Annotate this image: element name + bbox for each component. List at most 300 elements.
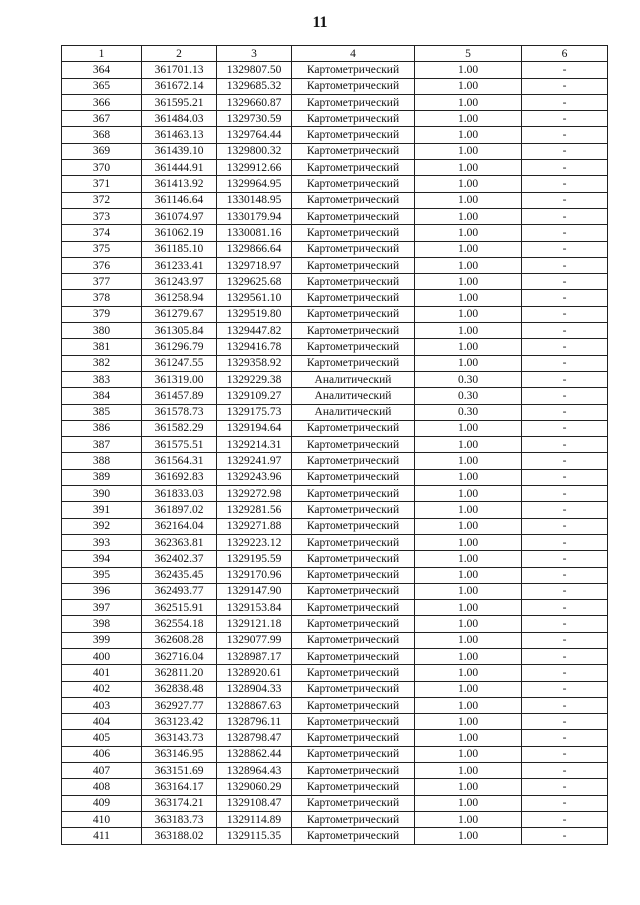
accuracy-cell: 1.00	[415, 306, 522, 322]
x-coordinate-cell: 363183.73	[142, 811, 217, 827]
y-coordinate-cell: 1329229.38	[217, 371, 292, 387]
y-coordinate-cell: 1329077.99	[217, 632, 292, 648]
point-number-cell: 406	[62, 746, 142, 762]
x-coordinate-cell: 363164.17	[142, 779, 217, 795]
method-cell: Картометрический	[292, 714, 415, 730]
y-coordinate-cell: 1329147.90	[217, 583, 292, 599]
point-number-cell: 395	[62, 567, 142, 583]
x-coordinate-cell: 362493.77	[142, 583, 217, 599]
method-cell: Картометрический	[292, 469, 415, 485]
method-cell: Картометрический	[292, 274, 415, 290]
point-number-cell: 367	[62, 111, 142, 127]
note-cell: -	[522, 486, 608, 502]
note-cell: -	[522, 648, 608, 664]
method-cell: Картометрический	[292, 420, 415, 436]
x-coordinate-cell: 361672.14	[142, 78, 217, 94]
accuracy-cell: 1.00	[415, 779, 522, 795]
table-row	[62, 681, 608, 697]
y-coordinate-cell: 1328862.44	[217, 746, 292, 762]
point-number-cell: 372	[62, 192, 142, 208]
table-row	[62, 94, 608, 110]
point-number-cell: 405	[62, 730, 142, 746]
point-number-cell: 407	[62, 763, 142, 779]
table-row	[62, 62, 608, 78]
note-cell: -	[522, 665, 608, 681]
x-coordinate-cell: 362515.91	[142, 600, 217, 616]
x-coordinate-cell: 361578.73	[142, 404, 217, 420]
method-cell: Картометрический	[292, 551, 415, 567]
x-coordinate-cell: 363174.21	[142, 795, 217, 811]
table-row	[62, 355, 608, 371]
x-coordinate-cell: 361564.31	[142, 453, 217, 469]
note-cell: -	[522, 632, 608, 648]
method-cell: Картометрический	[292, 192, 415, 208]
x-coordinate-cell: 361692.83	[142, 469, 217, 485]
table-row	[62, 486, 608, 502]
point-number-cell: 394	[62, 551, 142, 567]
accuracy-cell: 1.00	[415, 274, 522, 290]
method-cell: Картометрический	[292, 437, 415, 453]
point-number-cell: 373	[62, 208, 142, 224]
table-row	[62, 127, 608, 143]
x-coordinate-cell: 361439.10	[142, 143, 217, 159]
point-number-cell: 403	[62, 697, 142, 713]
table-row	[62, 453, 608, 469]
accuracy-cell: 1.00	[415, 583, 522, 599]
y-coordinate-cell: 1329447.82	[217, 323, 292, 339]
x-coordinate-cell: 361484.03	[142, 111, 217, 127]
y-coordinate-cell: 1329060.29	[217, 779, 292, 795]
accuracy-cell: 1.00	[415, 420, 522, 436]
y-coordinate-cell: 1329272.98	[217, 486, 292, 502]
accuracy-cell: 1.00	[415, 437, 522, 453]
accuracy-cell: 1.00	[415, 730, 522, 746]
point-number-cell: 401	[62, 665, 142, 681]
method-cell: Аналитический	[292, 404, 415, 420]
y-coordinate-cell: 1329243.96	[217, 469, 292, 485]
x-coordinate-cell: 361258.94	[142, 290, 217, 306]
note-cell: -	[522, 111, 608, 127]
y-coordinate-cell: 1329223.12	[217, 534, 292, 550]
y-coordinate-cell: 1329194.64	[217, 420, 292, 436]
table-row	[62, 534, 608, 550]
y-coordinate-cell: 1329153.84	[217, 600, 292, 616]
point-number-cell: 368	[62, 127, 142, 143]
x-coordinate-cell: 362554.18	[142, 616, 217, 632]
y-coordinate-cell: 1328798.47	[217, 730, 292, 746]
y-coordinate-cell: 1329271.88	[217, 518, 292, 534]
method-cell: Картометрический	[292, 355, 415, 371]
table-row	[62, 600, 608, 616]
method-cell: Картометрический	[292, 583, 415, 599]
point-number-cell: 396	[62, 583, 142, 599]
table-row	[62, 388, 608, 404]
y-coordinate-cell: 1329685.32	[217, 78, 292, 94]
accuracy-cell: 1.00	[415, 469, 522, 485]
accuracy-cell: 1.00	[415, 714, 522, 730]
point-number-cell: 383	[62, 371, 142, 387]
page-number: 11	[312, 14, 328, 31]
accuracy-cell: 1.00	[415, 828, 522, 844]
accuracy-cell: 1.00	[415, 795, 522, 811]
point-number-cell: 404	[62, 714, 142, 730]
x-coordinate-cell: 363143.73	[142, 730, 217, 746]
y-coordinate-cell: 1329115.35	[217, 828, 292, 844]
column-header: 2	[142, 46, 217, 62]
x-coordinate-cell: 362363.81	[142, 534, 217, 550]
method-cell: Картометрический	[292, 567, 415, 583]
y-coordinate-cell: 1329625.68	[217, 274, 292, 290]
accuracy-cell: 1.00	[415, 600, 522, 616]
note-cell: -	[522, 225, 608, 241]
note-cell: -	[522, 437, 608, 453]
point-number-cell: 365	[62, 78, 142, 94]
x-coordinate-cell: 361582.29	[142, 420, 217, 436]
method-cell: Картометрический	[292, 257, 415, 273]
column-header: 4	[292, 46, 415, 62]
accuracy-cell: 1.00	[415, 486, 522, 502]
y-coordinate-cell: 1328904.33	[217, 681, 292, 697]
table-row	[62, 828, 608, 844]
y-coordinate-cell: 1329718.97	[217, 257, 292, 273]
method-cell: Картометрический	[292, 78, 415, 94]
method-cell: Картометрический	[292, 795, 415, 811]
y-coordinate-cell: 1328867.63	[217, 697, 292, 713]
point-number-cell: 389	[62, 469, 142, 485]
note-cell: -	[522, 795, 608, 811]
note-cell: -	[522, 388, 608, 404]
note-cell: -	[522, 339, 608, 355]
x-coordinate-cell: 362608.28	[142, 632, 217, 648]
x-coordinate-cell: 361247.55	[142, 355, 217, 371]
x-coordinate-cell: 361185.10	[142, 241, 217, 257]
note-cell: -	[522, 811, 608, 827]
accuracy-cell: 1.00	[415, 62, 522, 78]
point-number-cell: 378	[62, 290, 142, 306]
accuracy-cell: 1.00	[415, 225, 522, 241]
y-coordinate-cell: 1329109.27	[217, 388, 292, 404]
method-cell: Картометрический	[292, 62, 415, 78]
point-number-cell: 381	[62, 339, 142, 355]
table-row	[62, 502, 608, 518]
y-coordinate-cell: 1329764.44	[217, 127, 292, 143]
method-cell: Картометрический	[292, 779, 415, 795]
method-cell: Картометрический	[292, 697, 415, 713]
accuracy-cell: 1.00	[415, 78, 522, 94]
y-coordinate-cell: 1329121.18	[217, 616, 292, 632]
x-coordinate-cell: 363188.02	[142, 828, 217, 844]
y-coordinate-cell: 1329214.31	[217, 437, 292, 453]
column-header: 3	[217, 46, 292, 62]
accuracy-cell: 1.00	[415, 453, 522, 469]
x-coordinate-cell: 361701.13	[142, 62, 217, 78]
point-number-cell: 391	[62, 502, 142, 518]
point-number-cell: 369	[62, 143, 142, 159]
method-cell: Картометрический	[292, 763, 415, 779]
accuracy-cell: 1.00	[415, 681, 522, 697]
method-cell: Картометрический	[292, 111, 415, 127]
table-row	[62, 763, 608, 779]
table-row	[62, 241, 608, 257]
accuracy-cell: 1.00	[415, 323, 522, 339]
accuracy-cell: 1.00	[415, 257, 522, 273]
note-cell: -	[522, 453, 608, 469]
y-coordinate-cell: 1329561.10	[217, 290, 292, 306]
point-number-cell: 376	[62, 257, 142, 273]
accuracy-cell: 1.00	[415, 176, 522, 192]
method-cell: Картометрический	[292, 176, 415, 192]
table-row	[62, 811, 608, 827]
note-cell: -	[522, 420, 608, 436]
table-row	[62, 746, 608, 762]
method-cell: Картометрический	[292, 828, 415, 844]
note-cell: -	[522, 94, 608, 110]
x-coordinate-cell: 361146.64	[142, 192, 217, 208]
x-coordinate-cell: 361444.91	[142, 160, 217, 176]
accuracy-cell: 1.00	[415, 355, 522, 371]
accuracy-cell: 0.30	[415, 388, 522, 404]
note-cell: -	[522, 600, 608, 616]
table-row	[62, 257, 608, 273]
method-cell: Аналитический	[292, 371, 415, 387]
note-cell: -	[522, 127, 608, 143]
method-cell: Картометрический	[292, 486, 415, 502]
method-cell: Картометрический	[292, 648, 415, 664]
accuracy-cell: 1.00	[415, 241, 522, 257]
x-coordinate-cell: 361463.13	[142, 127, 217, 143]
method-cell: Картометрический	[292, 339, 415, 355]
point-number-cell: 386	[62, 420, 142, 436]
point-number-cell: 402	[62, 681, 142, 697]
point-number-cell: 387	[62, 437, 142, 453]
x-coordinate-cell: 362402.37	[142, 551, 217, 567]
y-coordinate-cell: 1328920.61	[217, 665, 292, 681]
point-number-cell: 384	[62, 388, 142, 404]
x-coordinate-cell: 361457.89	[142, 388, 217, 404]
point-number-cell: 398	[62, 616, 142, 632]
accuracy-cell: 1.00	[415, 160, 522, 176]
point-number-cell: 400	[62, 648, 142, 664]
x-coordinate-cell: 362927.77	[142, 697, 217, 713]
point-number-cell: 370	[62, 160, 142, 176]
method-cell: Картометрический	[292, 225, 415, 241]
y-coordinate-cell: 1329416.78	[217, 339, 292, 355]
x-coordinate-cell: 362716.04	[142, 648, 217, 664]
column-header: 5	[415, 46, 522, 62]
x-coordinate-cell: 361413.92	[142, 176, 217, 192]
table-row	[62, 616, 608, 632]
method-cell: Аналитический	[292, 388, 415, 404]
table-row	[62, 583, 608, 599]
method-cell: Картометрический	[292, 241, 415, 257]
note-cell: -	[522, 779, 608, 795]
note-cell: -	[522, 176, 608, 192]
table-row	[62, 176, 608, 192]
point-number-cell: 392	[62, 518, 142, 534]
accuracy-cell: 1.00	[415, 94, 522, 110]
y-coordinate-cell: 1329730.59	[217, 111, 292, 127]
point-number-cell: 408	[62, 779, 142, 795]
y-coordinate-cell: 1329800.32	[217, 143, 292, 159]
accuracy-cell: 1.00	[415, 567, 522, 583]
note-cell: -	[522, 502, 608, 518]
method-cell: Картометрический	[292, 746, 415, 762]
note-cell: -	[522, 404, 608, 420]
note-cell: -	[522, 290, 608, 306]
note-cell: -	[522, 323, 608, 339]
accuracy-cell: 1.00	[415, 290, 522, 306]
table-row	[62, 323, 608, 339]
table-row	[62, 697, 608, 713]
method-cell: Картометрический	[292, 160, 415, 176]
table-row	[62, 730, 608, 746]
note-cell: -	[522, 208, 608, 224]
table-row	[62, 518, 608, 534]
y-coordinate-cell: 1329807.50	[217, 62, 292, 78]
note-cell: -	[522, 78, 608, 94]
table-row	[62, 469, 608, 485]
table-row	[62, 208, 608, 224]
note-cell: -	[522, 714, 608, 730]
note-cell: -	[522, 143, 608, 159]
note-cell: -	[522, 763, 608, 779]
table-row	[62, 371, 608, 387]
table-row	[62, 143, 608, 159]
table-row	[62, 404, 608, 420]
y-coordinate-cell: 1330148.95	[217, 192, 292, 208]
x-coordinate-cell: 361074.97	[142, 208, 217, 224]
note-cell: -	[522, 746, 608, 762]
method-cell: Картометрический	[292, 94, 415, 110]
note-cell: -	[522, 371, 608, 387]
table-row	[62, 567, 608, 583]
y-coordinate-cell: 1329358.92	[217, 355, 292, 371]
note-cell: -	[522, 828, 608, 844]
y-coordinate-cell: 1329175.73	[217, 404, 292, 420]
x-coordinate-cell: 363146.95	[142, 746, 217, 762]
method-cell: Картометрический	[292, 616, 415, 632]
note-cell: -	[522, 567, 608, 583]
y-coordinate-cell: 1329866.64	[217, 241, 292, 257]
column-header: 1	[62, 46, 142, 62]
note-cell: -	[522, 697, 608, 713]
method-cell: Картометрический	[292, 681, 415, 697]
method-cell: Картометрический	[292, 323, 415, 339]
x-coordinate-cell: 361279.67	[142, 306, 217, 322]
table-header-row	[62, 46, 608, 62]
table-row	[62, 306, 608, 322]
x-coordinate-cell: 361243.97	[142, 274, 217, 290]
x-coordinate-cell: 362164.04	[142, 518, 217, 534]
coordinates-table	[61, 45, 608, 845]
point-number-cell: 377	[62, 274, 142, 290]
accuracy-cell: 1.00	[415, 746, 522, 762]
y-coordinate-cell: 1329241.97	[217, 453, 292, 469]
y-coordinate-cell: 1330179.94	[217, 208, 292, 224]
column-header: 6	[522, 46, 608, 62]
y-coordinate-cell: 1329519.80	[217, 306, 292, 322]
note-cell: -	[522, 730, 608, 746]
table-row	[62, 290, 608, 306]
method-cell: Картометрический	[292, 665, 415, 681]
point-number-cell: 409	[62, 795, 142, 811]
y-coordinate-cell: 1329660.87	[217, 94, 292, 110]
point-number-cell: 375	[62, 241, 142, 257]
x-coordinate-cell: 361575.51	[142, 437, 217, 453]
note-cell: -	[522, 518, 608, 534]
y-coordinate-cell: 1329912.66	[217, 160, 292, 176]
point-number-cell: 399	[62, 632, 142, 648]
accuracy-cell: 1.00	[415, 111, 522, 127]
table-row	[62, 192, 608, 208]
accuracy-cell: 1.00	[415, 551, 522, 567]
point-number-cell: 388	[62, 453, 142, 469]
table-row	[62, 648, 608, 664]
table-body	[62, 62, 608, 844]
table-row	[62, 225, 608, 241]
accuracy-cell: 1.00	[415, 697, 522, 713]
table-row	[62, 714, 608, 730]
x-coordinate-cell: 361296.79	[142, 339, 217, 355]
point-number-cell: 382	[62, 355, 142, 371]
method-cell: Картометрический	[292, 127, 415, 143]
note-cell: -	[522, 469, 608, 485]
table-row	[62, 160, 608, 176]
accuracy-cell: 1.00	[415, 763, 522, 779]
method-cell: Картометрический	[292, 306, 415, 322]
accuracy-cell: 1.00	[415, 616, 522, 632]
table-row	[62, 274, 608, 290]
note-cell: -	[522, 583, 608, 599]
note-cell: -	[522, 274, 608, 290]
table-row	[62, 551, 608, 567]
note-cell: -	[522, 160, 608, 176]
point-number-cell: 374	[62, 225, 142, 241]
y-coordinate-cell: 1328987.17	[217, 648, 292, 664]
table-row	[62, 437, 608, 453]
note-cell: -	[522, 257, 608, 273]
method-cell: Картометрический	[292, 502, 415, 518]
point-number-cell: 385	[62, 404, 142, 420]
y-coordinate-cell: 1329964.95	[217, 176, 292, 192]
x-coordinate-cell: 362838.48	[142, 681, 217, 697]
method-cell: Картометрический	[292, 730, 415, 746]
point-number-cell: 393	[62, 534, 142, 550]
point-number-cell: 371	[62, 176, 142, 192]
y-coordinate-cell: 1330081.16	[217, 225, 292, 241]
y-coordinate-cell: 1329281.56	[217, 502, 292, 518]
y-coordinate-cell: 1329114.89	[217, 811, 292, 827]
accuracy-cell: 1.00	[415, 534, 522, 550]
point-number-cell: 366	[62, 94, 142, 110]
x-coordinate-cell: 361897.02	[142, 502, 217, 518]
accuracy-cell: 1.00	[415, 632, 522, 648]
table-row	[62, 665, 608, 681]
accuracy-cell: 1.00	[415, 665, 522, 681]
method-cell: Картометрический	[292, 143, 415, 159]
note-cell: -	[522, 616, 608, 632]
x-coordinate-cell: 361305.84	[142, 323, 217, 339]
x-coordinate-cell: 361595.21	[142, 94, 217, 110]
accuracy-cell: 0.30	[415, 404, 522, 420]
table-row	[62, 420, 608, 436]
point-number-cell: 379	[62, 306, 142, 322]
x-coordinate-cell: 361062.19	[142, 225, 217, 241]
accuracy-cell: 1.00	[415, 339, 522, 355]
accuracy-cell: 1.00	[415, 208, 522, 224]
note-cell: -	[522, 192, 608, 208]
accuracy-cell: 1.00	[415, 648, 522, 664]
